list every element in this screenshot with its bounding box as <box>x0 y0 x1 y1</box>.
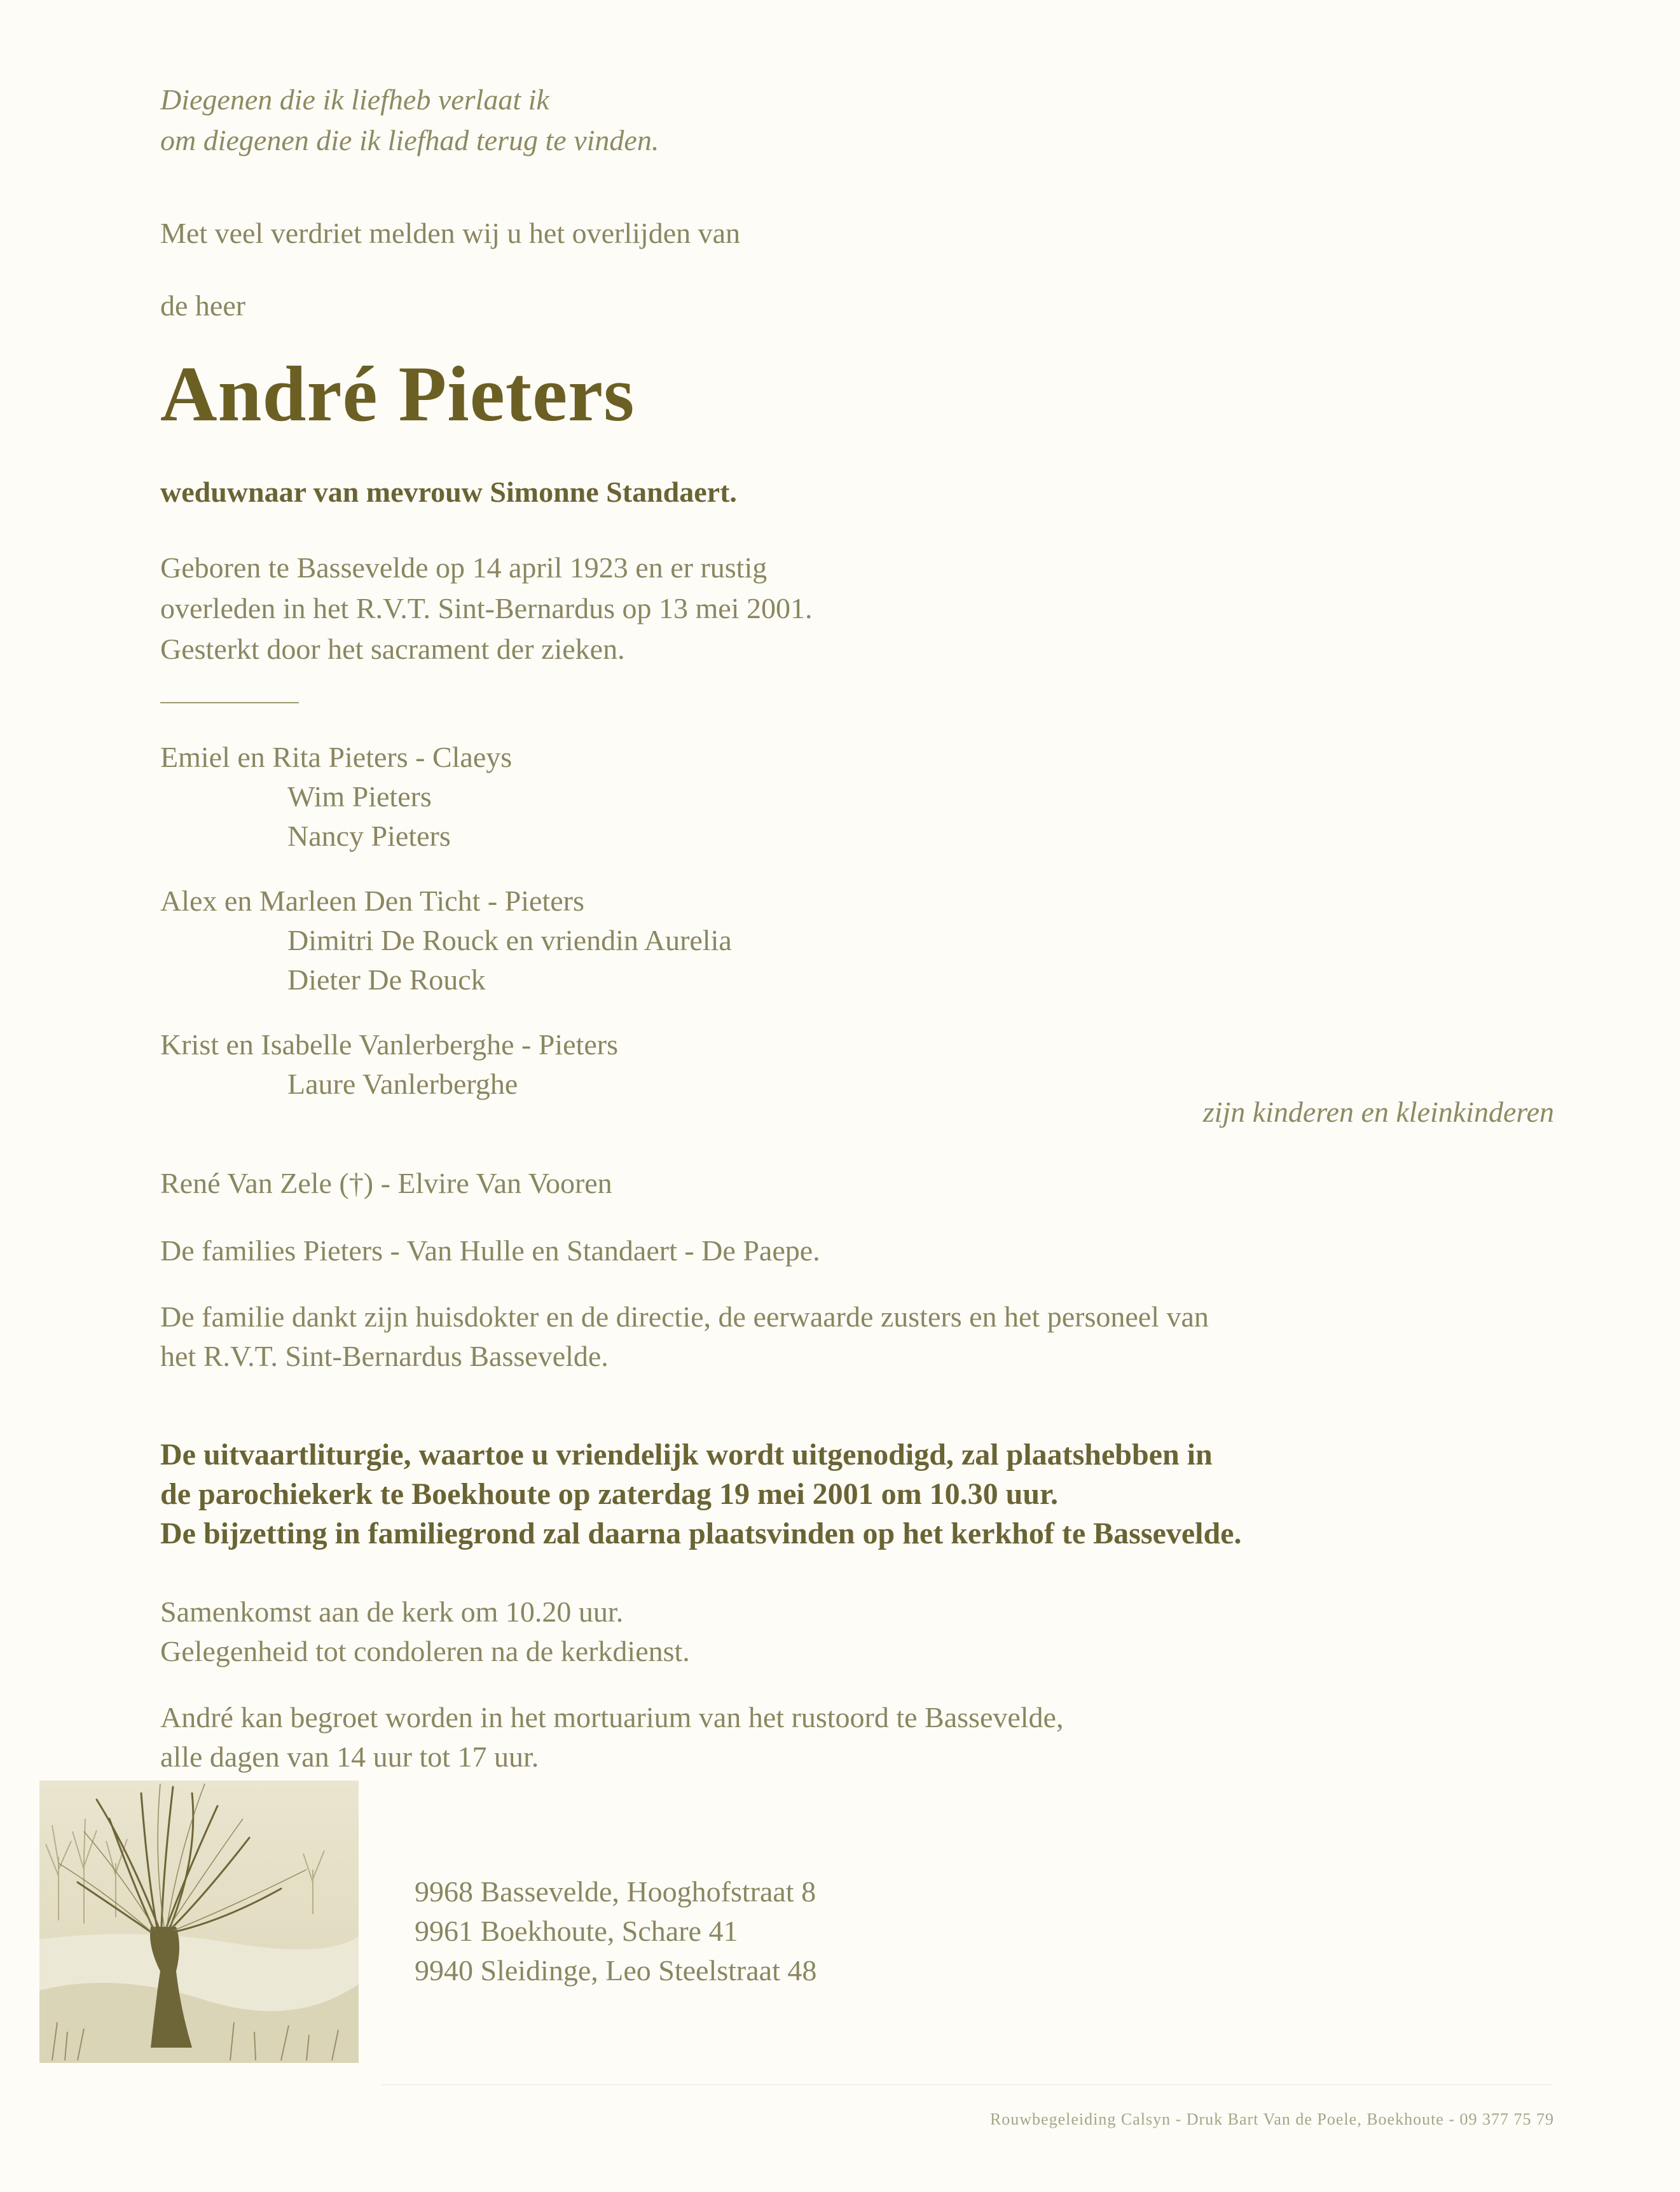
sibling-line: René Van Zele (†) - Elvire Van Vooren <box>160 1167 612 1199</box>
thanks-line-2: het R.V.T. Sint-Bernardus Bassevelde. <box>160 1340 609 1372</box>
family-child-2-1: Dimitri De Rouck en vriendin Aurelia <box>287 924 732 956</box>
widow-line: weduwnaar van mevrouw Simonne Standaert. <box>160 476 737 508</box>
address-line-3: 9940 Sleidinge, Leo Steelstraat 48 <box>415 1954 817 1987</box>
family-parents-1: Emiel en Rita Pieters - Claeys <box>160 741 513 773</box>
families-line: De families Pieters - Van Hulle en Standaert - De Paepe. <box>160 1234 820 1267</box>
birth-line-1: Geboren te Bassevelde op 14 april 1923 en er rustig <box>160 551 768 584</box>
deceased-name: André Pieters <box>160 350 635 438</box>
family-child-3-1: Laure Vanlerberghe <box>287 1068 518 1100</box>
address-block <box>415 1872 816 1990</box>
address-line-1: 9968 Bassevelde, Hooghofstraat 8 <box>415 1875 816 1908</box>
title-text: de heer <box>160 289 246 322</box>
family-child-2-2: Dieter De Rouck <box>287 963 486 996</box>
service-line-2: de parochiekerk te Boekhoute op zaterdag 19 mei 2001 om 10.30 uur. <box>160 1477 1058 1511</box>
service-line-1: De uitvaartliturgie, waartoe u vriendelijk wordt uitgenodigd, zal plaatshebben in <box>160 1438 1213 1472</box>
poem-line-2: om diegenen die ik liefhad terug te vinden. <box>160 124 659 156</box>
visit-line-1: André kan begroet worden in het mortuarium van het rustoord te Bassevelde, <box>160 1701 1064 1734</box>
family-parents-2: Alex en Marleen Den Ticht - Pieters <box>160 885 584 917</box>
service-line-3: De bijzetting in familiegrond zal daarna plaatsvinden op het kerkhof te Bassevelde. <box>160 1517 1242 1550</box>
printer-footer: Rouwbegeleiding Calsyn - Druk Bart Van de Poele, Boekhoute - 09 377 75 79 <box>989 2110 1554 2128</box>
willow-tree-photo <box>39 1781 359 2063</box>
poem-line-1: Diegenen die ik liefheb verlaat ik <box>160 83 549 116</box>
address-line-2: 9961 Boekhoute, Schare 41 <box>415 1915 738 1947</box>
family-child-1-1: Wim Pieters <box>287 780 432 813</box>
thanks-line-1: De familie dankt zijn huisdokter en de directie, de eerwaarde zusters en het personeel van <box>160 1300 1209 1333</box>
family-parents-3: Krist en Isabelle Vanlerberghe - Pieters <box>160 1028 619 1061</box>
intro-text: Met veel verdriet melden wij u het overlijden van <box>160 217 741 249</box>
gathering-line-2: Gelegenheid tot condoleren na de kerkdienst. <box>160 1635 690 1667</box>
birth-line-3: Gesterkt door het sacrament der zieken. <box>160 633 625 665</box>
visit-line-2: alle dagen van 14 uur tot 17 uur. <box>160 1741 539 1773</box>
kinderen-label: zijn kinderen en kleinkinderen <box>1202 1096 1554 1128</box>
divider <box>160 702 299 703</box>
gathering-line-1: Samenkomst aan de kerk om 10.20 uur. <box>160 1596 624 1628</box>
birth-line-2: overleden in het R.V.T. Sint-Bernardus op 13 mei 2001. <box>160 592 813 624</box>
family-child-1-2: Nancy Pieters <box>287 820 451 852</box>
